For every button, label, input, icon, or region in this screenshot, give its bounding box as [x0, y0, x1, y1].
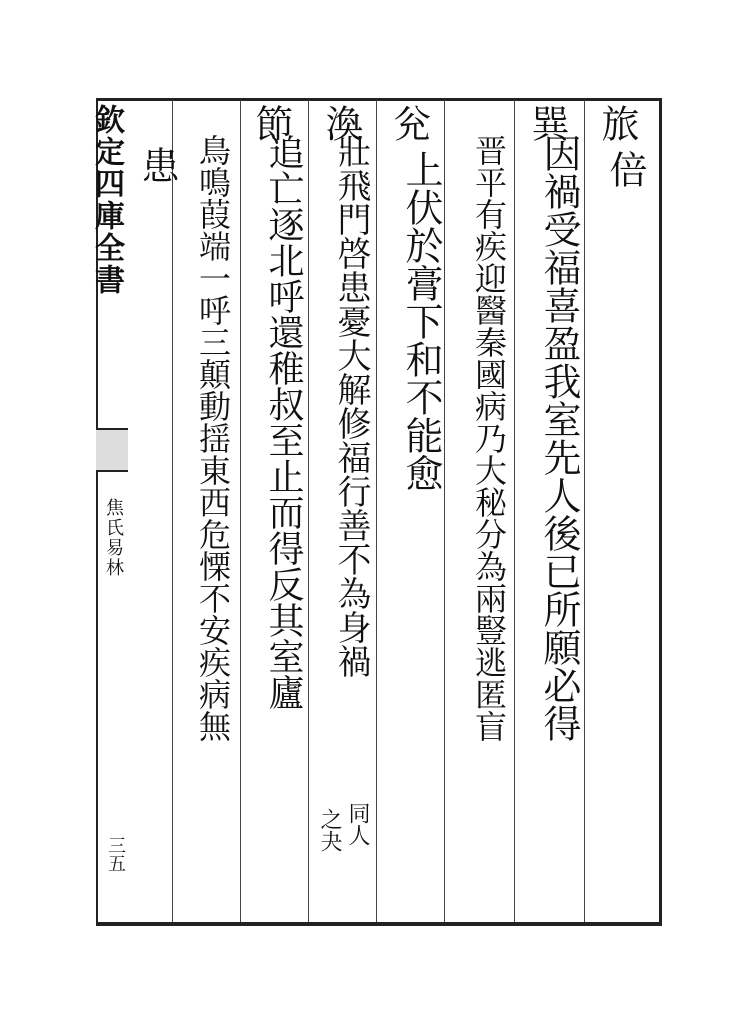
column-text: 因禍受福喜盈我室先人後已所願必得 — [537, 134, 581, 742]
annotation-note: 之夬 — [317, 808, 342, 852]
page-number: 三五 — [105, 836, 126, 872]
column-head: 患 — [135, 146, 179, 184]
column-head: 倍 — [603, 150, 647, 188]
fish-tail-marker — [96, 428, 128, 472]
column-head: 渙 — [319, 104, 363, 142]
column-text: 晋平有疾迎醫秦國病乃大秘分為兩豎逃匿盲 — [470, 134, 508, 742]
book-title: 欽定四庫全書 — [89, 104, 124, 296]
column-text: 鳥鳴葭端一呼三顛動揺東西危慄不安疾病無 — [194, 134, 232, 742]
column-text: 追亡逐北呼還稚叔至止而得反其室廬 — [263, 134, 304, 710]
column-head: 節 — [249, 104, 293, 142]
column-head: 巽 — [525, 104, 569, 142]
margin-strip — [89, 98, 128, 926]
annotation-note: 同人 — [345, 802, 370, 846]
column-head: 兊 — [387, 104, 431, 142]
text-column — [460, 104, 576, 742]
column-text: 壯飛門啓患憂大解修福行善不為身禍 — [331, 134, 371, 678]
text-column — [128, 146, 186, 184]
column-text: 上伏於膏下和不能愈 — [399, 150, 443, 492]
text-column — [184, 104, 300, 742]
section-name: 焦氏易林 — [103, 498, 124, 578]
column-head: 旅 — [595, 104, 639, 142]
column-rule — [172, 100, 173, 922]
